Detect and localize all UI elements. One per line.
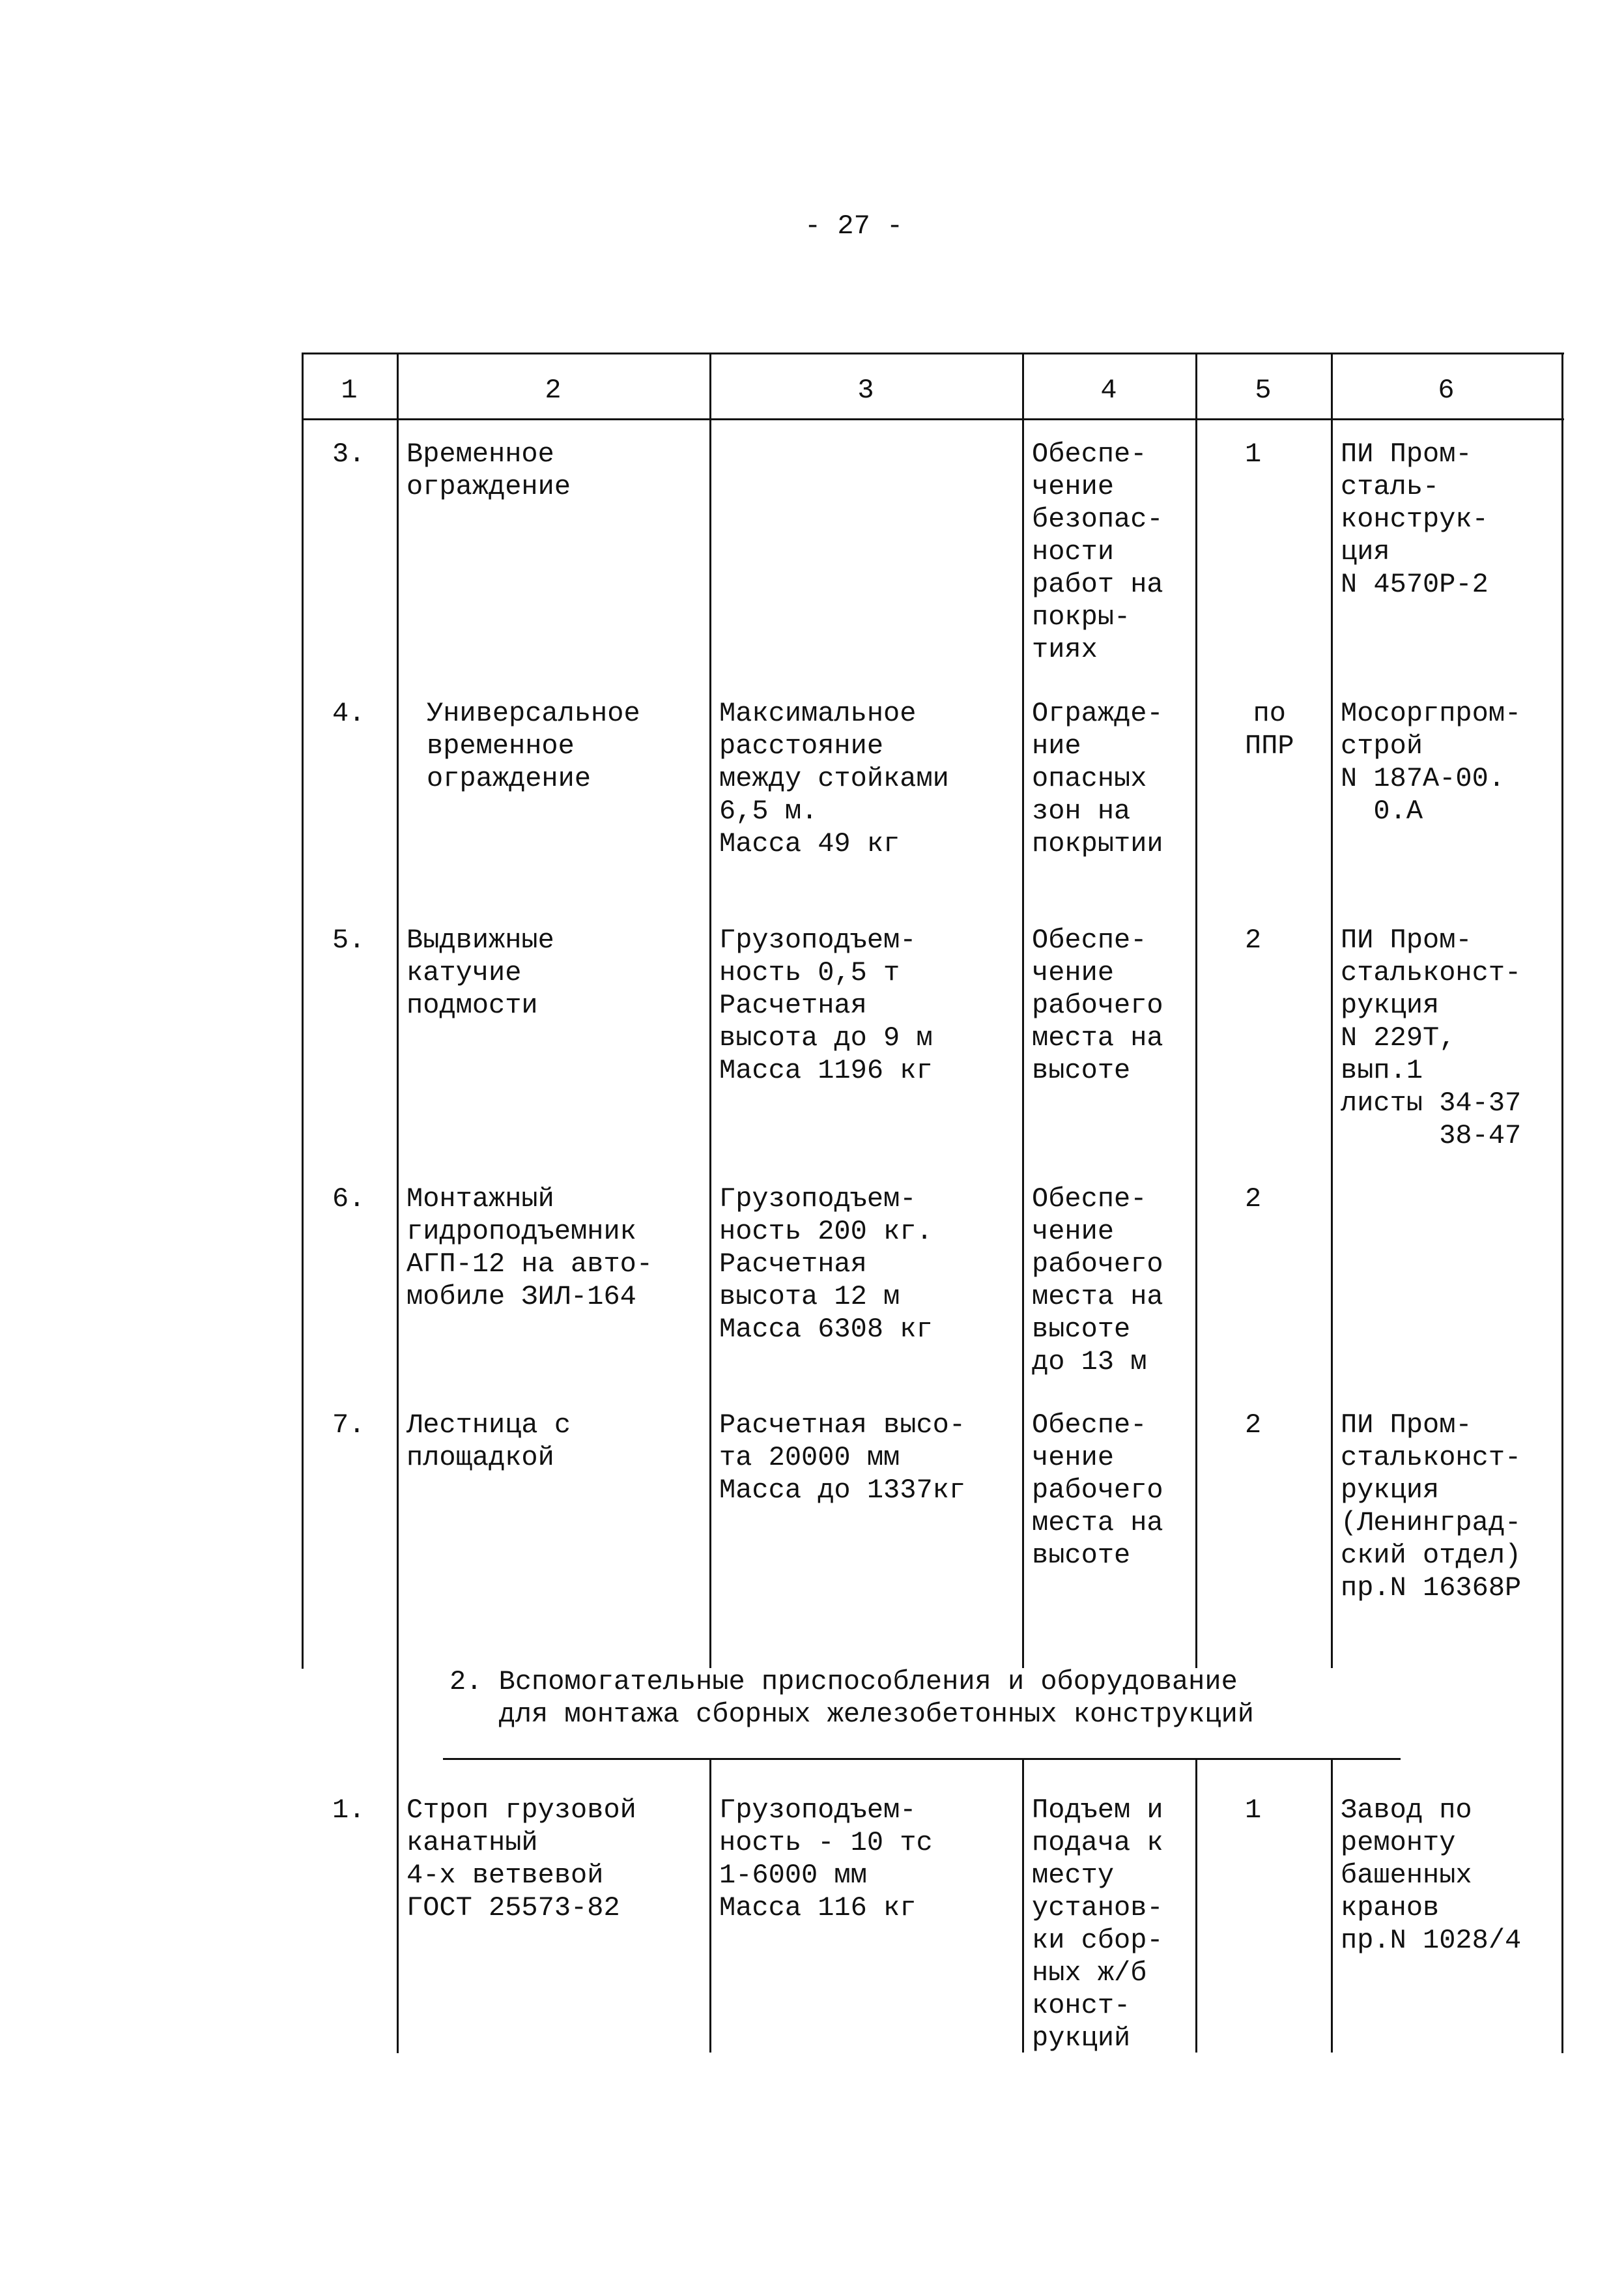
col-border-4b	[1022, 1758, 1024, 2053]
header-col-5: 5	[1255, 375, 1272, 406]
section-row-1-quantity: 1	[1245, 1794, 1262, 1826]
col-border-3b	[709, 1758, 711, 2053]
row-4-quantity: по ППР	[1245, 698, 1294, 762]
section-row-1-specs: Грузоподъем- ность - 10 тс 1-6000 мм Масса 116 кг	[719, 1794, 933, 1924]
page-number: - 27 -	[805, 210, 904, 242]
header-col-3: 3	[857, 375, 874, 406]
col-border-7	[1561, 353, 1563, 2053]
col-border-5b	[1195, 1758, 1197, 2053]
row-6-number: 6.	[332, 1183, 365, 1215]
col-border-5	[1195, 353, 1197, 1668]
row-6-specs: Грузоподъем- ность 200 кг. Расчетная высота 12 м Масса 6308 кг	[719, 1183, 933, 1345]
row-5-quantity: 2	[1245, 925, 1262, 956]
row-3-source: ПИ Пром- сталь- конструк- ция N 4570Р-2	[1341, 439, 1489, 600]
section-row-1-source: Завод по ремонту башенных кранов пр.N 1028/4	[1341, 1794, 1522, 1956]
col-border-6b	[1331, 1758, 1333, 2053]
header-col-4: 4	[1100, 375, 1117, 406]
table-header-border	[302, 418, 1564, 420]
row-4-source: Мосоргпром- строй N 187А-00. 0.А	[1341, 698, 1522, 827]
section-rule	[443, 1758, 1401, 1760]
row-6-name: Монтажный гидроподъемник АГП-12 на авто- мобиле ЗИЛ-164	[406, 1183, 653, 1312]
row-6-quantity: 2	[1245, 1183, 1262, 1215]
row-7-number: 7.	[332, 1409, 365, 1441]
col-border-6	[1331, 353, 1333, 1668]
col-border-4	[1022, 353, 1024, 1668]
col-border-3	[709, 353, 711, 1668]
row-4-number: 4.	[332, 698, 365, 729]
row-5-number: 5.	[332, 925, 365, 956]
section-row-1-name: Строп грузовой канатный 4-х ветвевой ГОСТ 25573-82	[406, 1794, 636, 1924]
row-4-name: Универсальное временное ограждение	[427, 698, 640, 794]
section-row-1-number: 1.	[332, 1794, 365, 1826]
header-col-6: 6	[1438, 375, 1455, 406]
table-top-border	[302, 353, 1564, 354]
header-col-1: 1	[341, 375, 358, 406]
row-7-purpose: Обеспе- чение рабочего места на высоте	[1032, 1409, 1163, 1571]
row-3-number: 3.	[332, 439, 365, 470]
row-4-purpose: Огражде- ние опасных зон на покрытии	[1032, 698, 1163, 859]
row-7-quantity: 2	[1245, 1409, 1262, 1441]
row-3-name: Временное ограждение	[406, 439, 571, 502]
row-4-specs: Максимальное расстояние между стойками 6,5 м. Масса 49 кг	[719, 698, 949, 859]
header-col-2: 2	[545, 375, 562, 406]
col-border-1	[302, 353, 304, 1669]
col-border-2	[397, 353, 399, 2053]
row-7-name: Лестница с площадкой	[406, 1409, 571, 1473]
row-6-purpose: Обеспе- чение рабочего места на высоте до 13 м	[1032, 1183, 1163, 1377]
section-title: 2. Вспомогательные приспособления и оборудование для монтажа сборных железобетонных конструкций	[449, 1666, 1255, 1730]
row-5-specs: Грузоподъем- ность 0,5 т Расчетная высота до 9 м Масса 1196 кг	[719, 925, 933, 1086]
row-3-purpose: Обеспе- чение безопас- ности работ на покры- тиях	[1032, 439, 1163, 665]
row-5-source: ПИ Пром- стальконст- рукция N 229Т, вып.1 листы 34-37 38-47	[1341, 925, 1522, 1151]
row-7-source: ПИ Пром- стальконст- рукция (Ленинград- ский отдел) пр.N 16368Р	[1341, 1409, 1522, 1604]
row-5-purpose: Обеспе- чение рабочего места на высоте	[1032, 925, 1163, 1086]
section-row-1-purpose: Подъем и подача к месту установ- ки сбор- ных ж/б конст- рукций	[1032, 1794, 1163, 2054]
row-7-specs: Расчетная высо- та 20000 мм Масса до 1337кг	[719, 1409, 966, 1506]
row-5-name: Выдвижные катучие подмости	[406, 925, 554, 1021]
row-3-quantity: 1	[1245, 439, 1262, 470]
